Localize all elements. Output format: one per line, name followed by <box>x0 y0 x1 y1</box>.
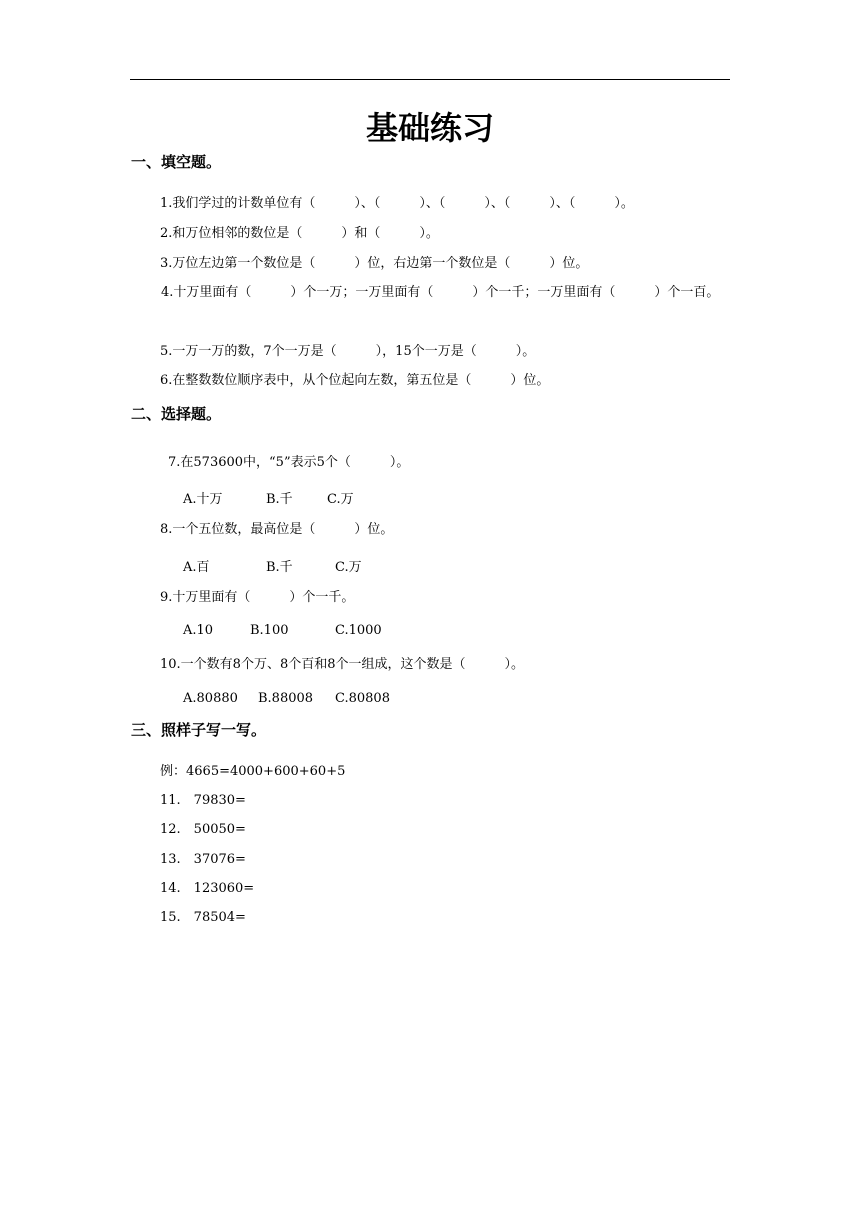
question-10-option-b: B.88008 <box>258 691 314 706</box>
question-9-option-a: A.10 <box>183 623 214 638</box>
question-7-option-a: A.十万 <box>183 492 223 507</box>
question-13: 13. 37076= <box>160 852 246 867</box>
section-heading-fill-blank: 一、填空题。 <box>131 153 222 171</box>
question-8: 8.一个五位数，最高位是（ ）位。 <box>160 522 394 537</box>
question-8-option-a: A.百 <box>183 560 210 575</box>
question-9-option-c: C.1000 <box>335 623 382 638</box>
question-3: 3.万位左边第一个数位是（ ）位，右边第一个数位是（ ）位。 <box>160 256 589 271</box>
question-8-option-c: C.万 <box>335 560 362 575</box>
question-9: 9.十万里面有（ ）个一千。 <box>160 590 355 605</box>
section-heading-multiple-choice: 二、选择题。 <box>131 405 222 423</box>
example-line: 例：4665=4000+600+60+5 <box>160 764 346 779</box>
header-rule <box>130 79 730 80</box>
question-11: 11. 79830= <box>160 793 246 808</box>
question-8-option-b: B.千 <box>266 560 293 575</box>
question-7: 7.在573600中，“5”表示5个（ ）。 <box>168 455 410 470</box>
question-4: 4.十万里面有（ ）个一万；一万里面有（ ）个一千；一万里面有（ ）个一百。 <box>161 285 720 300</box>
question-14: 14. 123060= <box>160 881 255 896</box>
question-7-option-c: C.万 <box>327 492 354 507</box>
question-6: 6.在整数数位顺序表中，从个位起向左数，第五位是（ ）位。 <box>160 373 550 388</box>
question-9-option-b: B.100 <box>250 623 289 638</box>
question-10-option-c: C.80808 <box>335 691 390 706</box>
question-2: 2.和万位相邻的数位是（ ）和（ ）。 <box>160 226 439 241</box>
question-1: 1.我们学过的计数单位有（ ）、（ ）、（ ）、（ ）、（ ）。 <box>160 196 634 211</box>
question-7-option-b: B.千 <box>266 492 293 507</box>
question-5: 5.一万一万的数，7个一万是（ ），15个一万是（ ）。 <box>160 344 536 359</box>
section-heading-write-like-example: 三、照样子写一写。 <box>131 721 267 739</box>
question-10: 10.一个数有8个万、8个百和8个一组成，这个数是（ ）。 <box>160 657 524 672</box>
page-title: 基础练习 <box>365 109 494 147</box>
question-15: 15. 78504= <box>160 910 246 925</box>
question-12: 12. 50050= <box>160 822 246 837</box>
question-10-option-a: A.80880 <box>183 691 238 706</box>
